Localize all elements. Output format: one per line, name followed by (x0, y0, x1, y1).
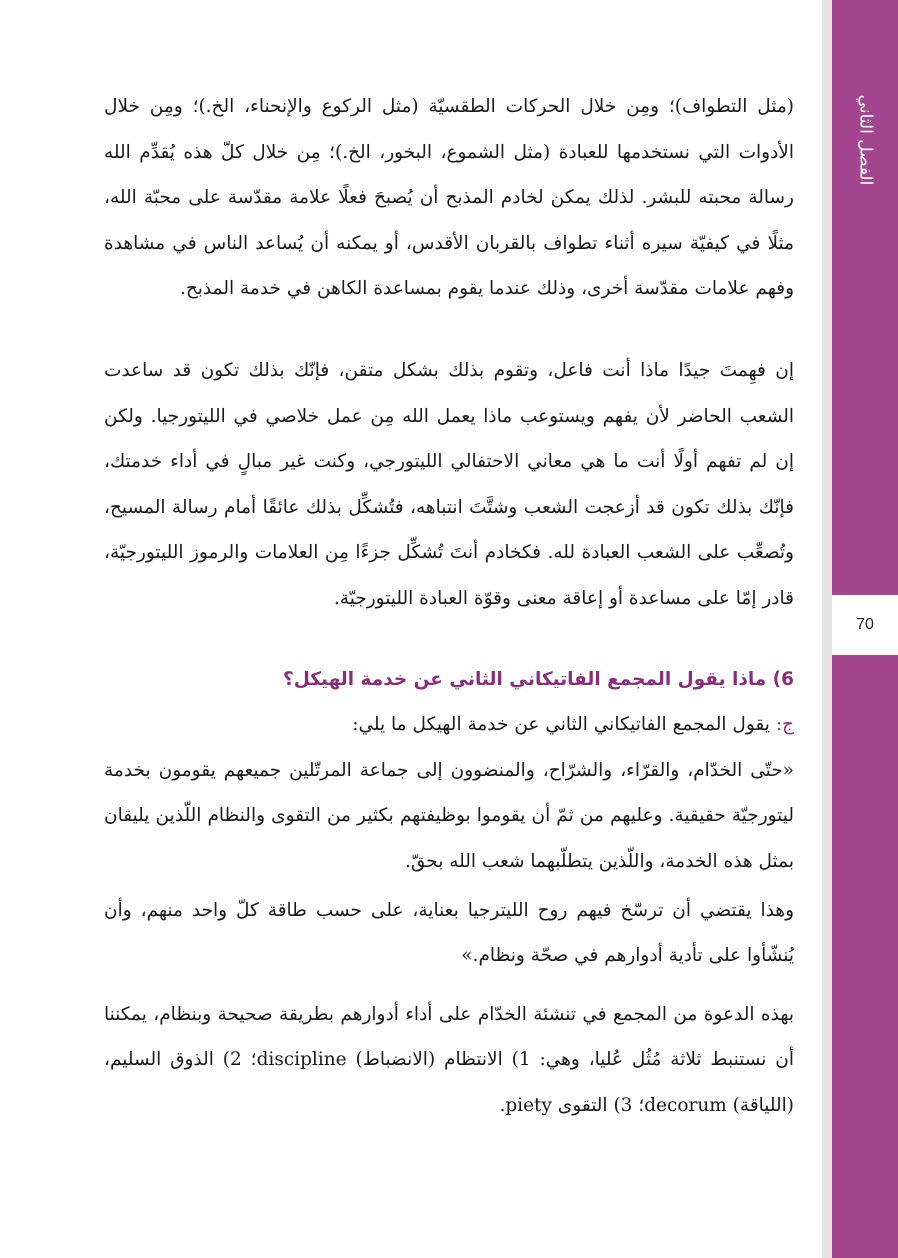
answer-text: يقول المجمع الفاتيكاني الثاني عن خدمة الهيكل ما يلي: (352, 714, 770, 735)
question-heading: 6) ماذا يقول المجمع الفاتيكاني الثاني عن خدمة الهيكل؟ (283, 669, 794, 690)
quote-part-1: «حتّى الخدّام، والقرّاء، والشرّاح، والمنضوون إلى جماعة المرتّلين جميعهم يقومون بخدمة ليتورجيّة حقيقية. وعليهم من ثمّ أن يقوموا بوظيفتهم بكثير من التقوى والنظام اللّذين يليقان بمثل هذه الخدمة، واللّذين يتطلّبهما شعب الله بحقّ. (104, 759, 794, 872)
answer-line (104, 702, 794, 748)
page-gutter (822, 0, 832, 1258)
page-body (104, 84, 794, 1128)
answer-label: ج: (775, 714, 794, 735)
quote-part-2: وهذا يقتضي أن ترسّخ فيهم روح الليترجيا بعناية، على حسب طاقة كلّ واحد منهم، وأن يُنشّأوا على تأدية أدوارهم في صحّة ونظام.» (104, 899, 794, 966)
page-number: 70 (832, 595, 898, 655)
chapter-label-text: الفصل الثاني (855, 94, 876, 186)
paragraph-2: إن فهِمتَ جيدًا ماذا أنت فاعل، وتقوم بذلك بشكل متقن، فإنّك بذلك تكون قد ساعدت الشعب الحاضر لأن يفهم ويستوعب ماذا يعمل الله مِن عمل خلاصي في الليتورجيا. ولكن إن لم تفهم أولًا أنت ما هي معاني الاحتفالي الليتورجي، وكنت غير مبالٍ في أداء خدمتك، فإنّك بذلك تكون قد أزعجت الشعب وشتَّتَ انتباهه، فتُشكِّل بذلك عائقًا أمام رسالة المسيح، وتُصعِّب على الشعب العبادة لله. فكخادم أنتَ تُشكِّل جزءًا مِن العلامات والرموز الليتورجيّة، قادر إمّا على مساعدة أو إعاقة معنى وقوّة العبادة الليتورجيّة. (104, 360, 794, 609)
paragraph-1: (مثل التطواف)؛ ومِن خلال الحركات الطقسيّة (مثل الركوع والإنحناء، الخ.)؛ ومِن خلال الأدوات التي نستخدمها للعبادة (مثل الشموع، البخور، الخ.)؛ مِن خلال كلّ هذه يُقدِّم الله رسالة محبته للبشر. لذلك يمكن لخادم المذبح أن يُصبحَ فعلًا علامة مقدّسة على محبّة الله، مثلًا في كيفيّة سيره أثناء تطواف بالقربان الأقدس، أو يمكنه أن يُساعد الناس في مشاهدة وفهم علامات مقدّسة أخرى، وذلك عندما يقوم بمساعدة الكاهن في خدمة المذبح. (104, 96, 794, 299)
closing-paragraph: بهذه الدعوة من المجمع في تنشئة الخدّام على أداء أدوارهم بطريقة صحيحة وبنظام، يمكننا أن نستنبط ثلاثة مُثُل عُليا، وهي: 1) الانتظام (الانضباط) discipline؛ 2) الذوق السليم، (اللياقة) decorum؛ 3) التقوى piety. (104, 1003, 795, 1116)
chapter-label (842, 90, 888, 190)
